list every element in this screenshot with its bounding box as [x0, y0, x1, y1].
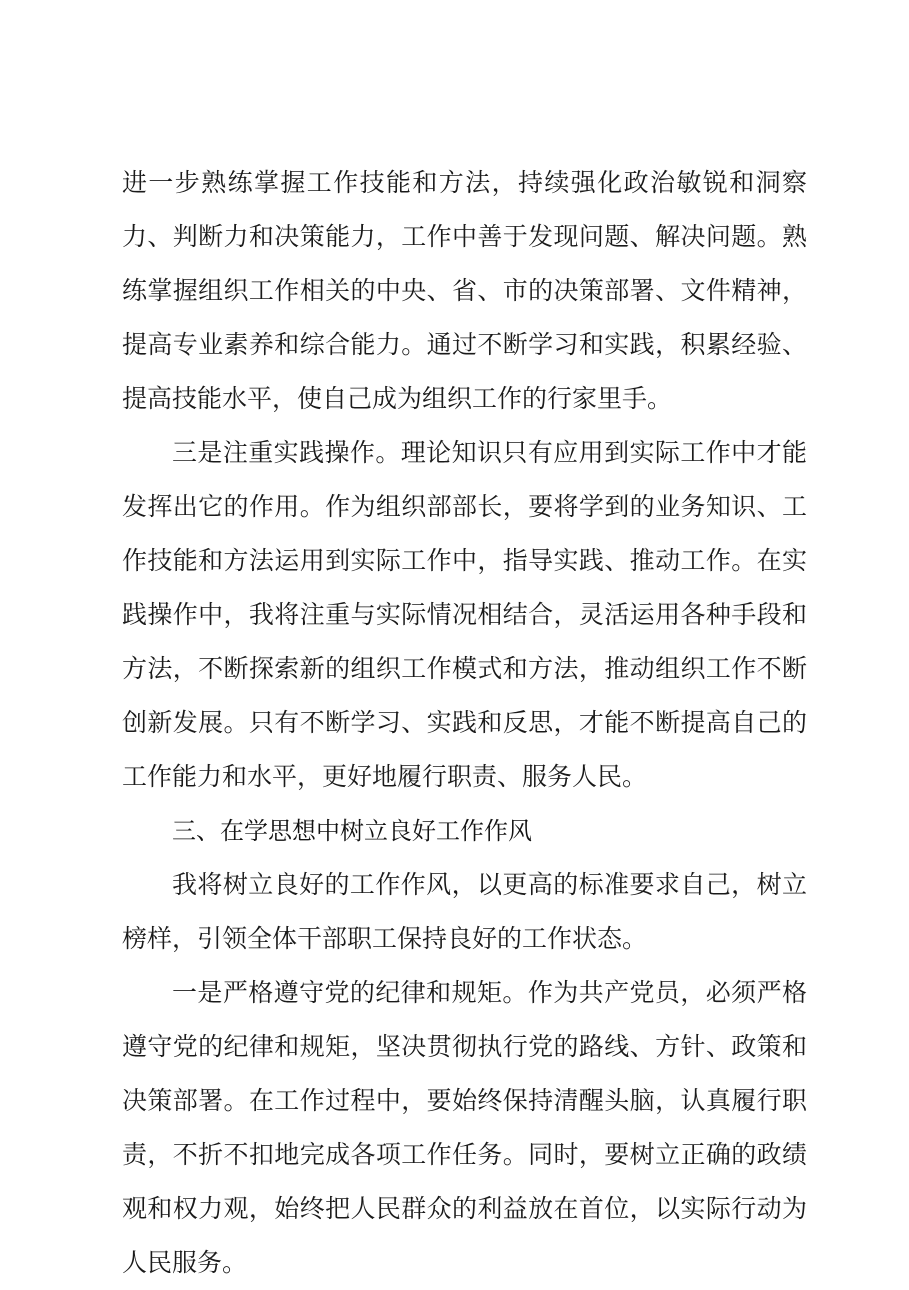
section-heading: 三、在学思想中树立良好工作作风 [172, 817, 532, 845]
paragraph-party-discipline: 一是严格遵守党的纪律和规矩。作为共产党员，必须严格遵守党的纪律和规矩，坚决贯彻执行党的路线、方针、政策和决策部署。在工作过程中，要始终保持清醒头脑，认真履行职责，不折不扣地完成各项工作任务。同时，要树立正确的政绩观和权力观，始终把人民群众的利益放在首位，以实际行动为人民服务。 [122, 978, 807, 1277]
paragraph-practice-operation: 三是注重实践操作。理论知识只有应用到实际工作中才能发挥出它的作用。作为组织部部长，要将学到的业务知识、工作技能和方法运用到实际工作中，指导实践、推动工作。在实践操作中，我将注重与实际情况相结合，灵活运用各种手段和方法，不断探索新的组织工作模式和方法，推动组织工作不断创新发展。只有不断学习、实践和反思，才能不断提高自己的工作能力和水平，更好地履行职责、服务人民。 [122, 438, 807, 791]
document-body [122, 156, 807, 1290]
paragraph-continuation: 进一步熟练掌握工作技能和方法，持续强化政治敏锐和洞察力、判断力和决策能力，工作中善于发现问题、解决问题。熟练掌握组织工作相关的中央、省、市的决策部署、文件精神，提高专业素养和综合能力。通过不断学习和实践，积累经验、提高技能水平，使自己成为组织工作的行家里手。 [122, 168, 807, 413]
paragraph-work-style-intro: 我将树立良好的工作作风，以更高的标准要求自己，树立榜样，引领全体干部职工保持良好的工作状态。 [122, 870, 807, 953]
